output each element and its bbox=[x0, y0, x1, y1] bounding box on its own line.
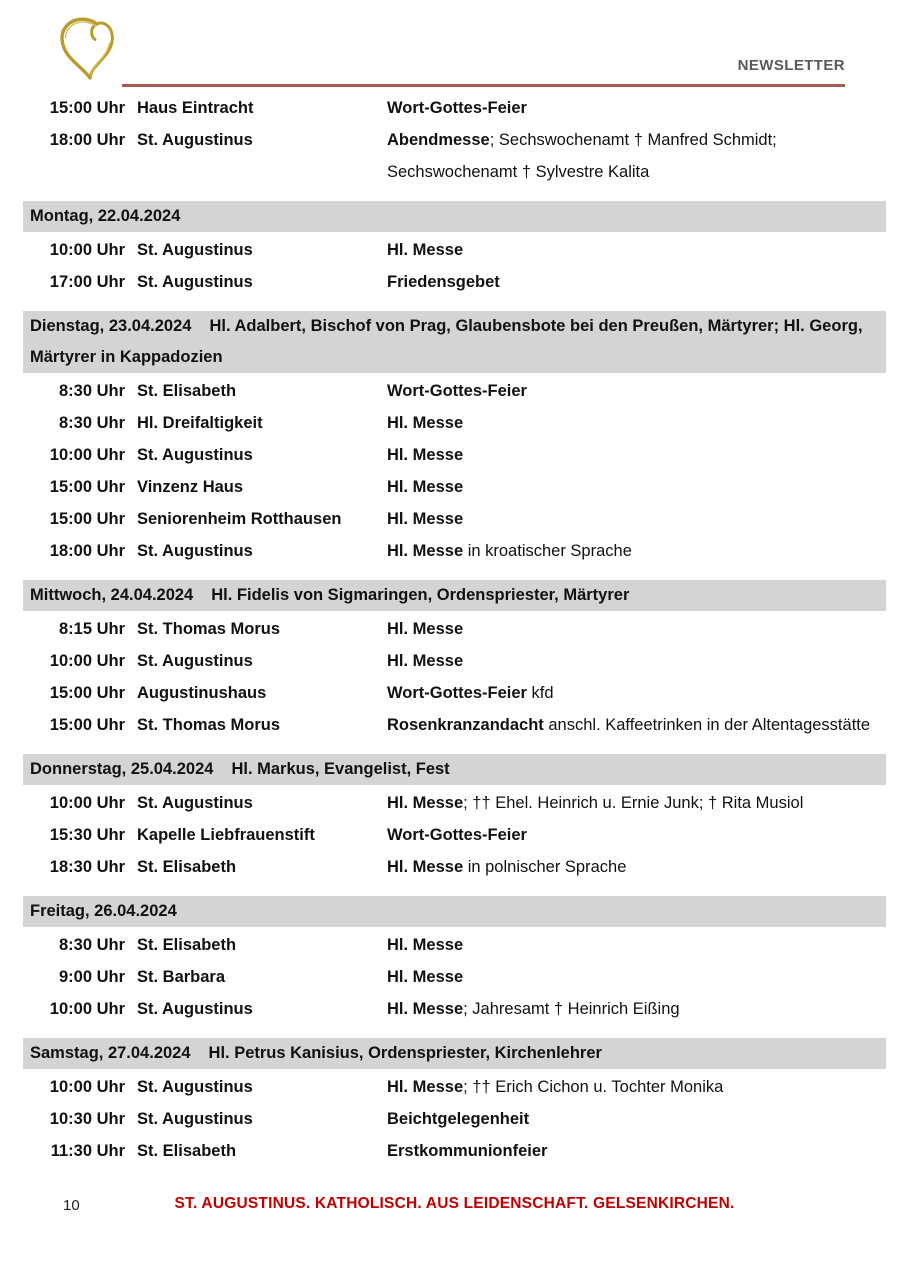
event-description bbox=[387, 819, 880, 851]
event-description bbox=[387, 503, 880, 535]
day-sections bbox=[23, 201, 886, 1167]
day-feast: Hl. Fidelis von Sigmaringen, Ordenspriester, Märtyrer bbox=[211, 586, 630, 604]
event-time: 15:00 Uhr bbox=[49, 716, 125, 734]
event-title: Wort-Gottes-Feier bbox=[387, 826, 527, 844]
event-description bbox=[387, 645, 880, 677]
schedule-row bbox=[23, 613, 886, 645]
event-description bbox=[387, 1135, 880, 1167]
schedule-row bbox=[23, 234, 886, 266]
day-feast: Hl. Adalbert, Bischof von Prag, Glaubensbote bei den Preußen, Märtyrer; Hl. Georg, Märtyrer in Kappadozien bbox=[30, 317, 863, 366]
event-description bbox=[387, 993, 880, 1025]
schedule-row bbox=[23, 787, 886, 819]
event-time: 15:00 Uhr bbox=[49, 478, 125, 496]
schedule-row bbox=[23, 1103, 886, 1135]
event-location: St. Augustinus bbox=[137, 273, 253, 291]
day-section bbox=[23, 896, 886, 1025]
event-location: St. Elisabeth bbox=[137, 1142, 237, 1160]
event-title: Hl. Messe bbox=[387, 414, 464, 432]
event-description bbox=[387, 787, 880, 819]
event-description bbox=[387, 929, 880, 961]
day-date: Freitag, 26.04.2024 bbox=[30, 902, 177, 920]
day-section bbox=[23, 201, 886, 298]
event-time: 11:30 Uhr bbox=[50, 1142, 125, 1160]
event-time: 17:00 Uhr bbox=[49, 273, 125, 291]
day-header bbox=[23, 311, 886, 373]
event-title: Hl. Messe bbox=[387, 510, 464, 528]
schedule-row bbox=[23, 677, 886, 709]
leading-entries bbox=[23, 92, 886, 188]
event-title: Hl. Messe bbox=[387, 968, 464, 986]
event-title: Hl. Messe bbox=[387, 1078, 464, 1096]
event-description bbox=[387, 613, 880, 645]
event-title: Hl. Messe bbox=[387, 241, 464, 259]
event-description bbox=[387, 1103, 880, 1135]
header-accent-rule bbox=[122, 84, 845, 87]
event-time: 15:30 Uhr bbox=[49, 826, 125, 844]
event-details: ; Jahresamt † Heinrich Eißing bbox=[463, 1000, 680, 1018]
schedule-row bbox=[23, 819, 886, 851]
event-description bbox=[387, 92, 880, 124]
event-location: St. Thomas Morus bbox=[137, 716, 281, 734]
event-time: 8:30 Uhr bbox=[58, 936, 125, 954]
event-location: St. Augustinus bbox=[137, 542, 253, 560]
day-feast: Hl. Petrus Kanisius, Ordenspriester, Kirchenlehrer bbox=[208, 1044, 602, 1062]
event-title: Rosenkranzandacht bbox=[387, 716, 544, 734]
event-title: Hl. Messe bbox=[387, 446, 464, 464]
footer-slogan: ST. AUGUSTINUS. KATHOLISCH. AUS LEIDENSCHAFT. GELSENKIRCHEN. bbox=[174, 1195, 735, 1212]
event-location: Augustinushaus bbox=[137, 684, 267, 702]
event-time: 9:00 Uhr bbox=[58, 968, 125, 986]
day-date: Montag, 22.04.2024 bbox=[30, 207, 181, 225]
day-header bbox=[23, 1038, 886, 1069]
event-description bbox=[387, 851, 880, 883]
event-description bbox=[387, 677, 880, 709]
day-date: Dienstag, 23.04.2024 bbox=[30, 317, 192, 335]
event-description bbox=[387, 124, 880, 188]
event-title: Hl. Messe bbox=[387, 478, 464, 496]
day-header bbox=[23, 896, 886, 927]
event-description bbox=[387, 266, 880, 298]
schedule-row bbox=[23, 929, 886, 961]
event-description bbox=[387, 234, 880, 266]
event-details: in kroatischer Sprache bbox=[463, 542, 632, 560]
event-location: St. Augustinus bbox=[137, 241, 253, 259]
event-details: anschl. Kaffeetrinken in der Altentagesstätte bbox=[543, 716, 871, 734]
event-location: St. Barbara bbox=[137, 968, 226, 986]
event-title: Hl. Messe bbox=[387, 620, 464, 638]
event-time: 18:00 Uhr bbox=[49, 542, 125, 560]
event-time: 15:00 Uhr bbox=[49, 684, 125, 702]
mass-schedule bbox=[23, 92, 886, 1167]
event-title: Abendmesse bbox=[387, 131, 490, 149]
schedule-row bbox=[23, 1135, 886, 1167]
event-description bbox=[387, 471, 880, 503]
event-time: 15:00 Uhr bbox=[49, 99, 125, 117]
event-time: 18:00 Uhr bbox=[49, 131, 125, 149]
event-time: 10:00 Uhr bbox=[49, 1078, 125, 1096]
event-location: St. Augustinus bbox=[137, 1000, 253, 1018]
event-title: Hl. Messe bbox=[387, 794, 464, 812]
event-title: Beichtgelegenheit bbox=[387, 1110, 530, 1128]
schedule-row bbox=[23, 266, 886, 298]
event-description bbox=[387, 709, 880, 741]
event-location: St. Elisabeth bbox=[137, 858, 237, 876]
event-details: kfd bbox=[526, 684, 554, 702]
schedule-row bbox=[23, 709, 886, 741]
day-header bbox=[23, 754, 886, 785]
schedule-row bbox=[23, 124, 886, 188]
event-title: Erstkommunionfeier bbox=[387, 1142, 548, 1160]
event-time: 15:00 Uhr bbox=[49, 510, 125, 528]
event-time: 10:00 Uhr bbox=[49, 241, 125, 259]
schedule-row bbox=[23, 503, 886, 535]
page-header bbox=[0, 0, 909, 92]
event-location: Seniorenheim Rotthausen bbox=[137, 510, 342, 528]
schedule-row bbox=[23, 993, 886, 1025]
event-description bbox=[387, 961, 880, 993]
day-date: Samstag, 27.04.2024 bbox=[30, 1044, 191, 1062]
event-location: St. Augustinus bbox=[137, 1110, 253, 1128]
event-description bbox=[387, 375, 880, 407]
event-title: Hl. Messe bbox=[387, 542, 464, 560]
schedule-row bbox=[23, 439, 886, 471]
day-section bbox=[23, 754, 886, 883]
schedule-row bbox=[23, 645, 886, 677]
schedule-row bbox=[23, 1071, 886, 1103]
event-description bbox=[387, 1071, 880, 1103]
event-description bbox=[387, 407, 880, 439]
event-time: 10:30 Uhr bbox=[49, 1110, 125, 1128]
gold-heart-logo-icon bbox=[52, 14, 126, 84]
day-section bbox=[23, 580, 886, 741]
event-title: Friedensgebet bbox=[387, 273, 500, 291]
schedule-row bbox=[23, 961, 886, 993]
event-description bbox=[387, 535, 880, 567]
event-title: Wort-Gottes-Feier bbox=[387, 382, 527, 400]
page-footer bbox=[0, 1195, 909, 1219]
event-time: 10:00 Uhr bbox=[49, 446, 125, 464]
day-header bbox=[23, 580, 886, 611]
event-time: 8:30 Uhr bbox=[58, 414, 125, 432]
event-title: Hl. Messe bbox=[387, 1000, 464, 1018]
event-location: Kapelle Liebfrauenstift bbox=[137, 826, 315, 844]
event-title: Hl. Messe bbox=[387, 858, 464, 876]
event-location: St. Augustinus bbox=[137, 131, 253, 149]
event-location: St. Thomas Morus bbox=[137, 620, 281, 638]
event-title: Hl. Messe bbox=[387, 936, 464, 954]
event-description bbox=[387, 439, 880, 471]
schedule-row bbox=[23, 407, 886, 439]
schedule-row bbox=[23, 92, 886, 124]
event-location: St. Elisabeth bbox=[137, 382, 237, 400]
day-section bbox=[23, 311, 886, 567]
day-section bbox=[23, 1038, 886, 1167]
event-details: ; Sechswochenamt † Manfred Schmidt; Sechswochenamt † Sylvestre Kalita bbox=[387, 131, 777, 181]
day-date: Mittwoch, 24.04.2024 bbox=[30, 586, 194, 604]
event-location: St. Augustinus bbox=[137, 446, 253, 464]
event-location: St. Elisabeth bbox=[137, 936, 237, 954]
event-time: 10:00 Uhr bbox=[49, 794, 125, 812]
event-location: St. Augustinus bbox=[137, 652, 253, 670]
event-location: Haus Eintracht bbox=[137, 99, 254, 117]
event-location: St. Augustinus bbox=[137, 794, 253, 812]
event-details: in polnischer Sprache bbox=[463, 858, 627, 876]
event-details: ; †† Ehel. Heinrich u. Ernie Junk; † Rita Musiol bbox=[463, 794, 804, 812]
event-title: Wort-Gottes-Feier bbox=[387, 99, 527, 117]
schedule-row bbox=[23, 471, 886, 503]
schedule-row bbox=[23, 375, 886, 407]
event-time: 8:30 Uhr bbox=[58, 382, 125, 400]
event-location: Hl. Dreifaltigkeit bbox=[137, 414, 263, 432]
event-time: 10:00 Uhr bbox=[49, 1000, 125, 1018]
event-title: Wort-Gottes-Feier bbox=[387, 684, 527, 702]
day-feast: Hl. Markus, Evangelist, Fest bbox=[231, 760, 450, 778]
schedule-row bbox=[23, 535, 886, 567]
page-number: 10 bbox=[63, 1197, 80, 1214]
day-date: Donnerstag, 25.04.2024 bbox=[30, 760, 214, 778]
event-time: 18:30 Uhr bbox=[49, 858, 125, 876]
event-location: St. Augustinus bbox=[137, 1078, 253, 1096]
event-location: Vinzenz Haus bbox=[137, 478, 244, 496]
day-header bbox=[23, 201, 886, 232]
event-time: 8:15 Uhr bbox=[58, 620, 125, 638]
event-details: ; †† Erich Cichon u. Tochter Monika bbox=[463, 1078, 724, 1096]
event-time: 10:00 Uhr bbox=[49, 652, 125, 670]
newsletter-label: NEWSLETTER bbox=[737, 57, 845, 74]
schedule-row bbox=[23, 851, 886, 883]
event-title: Hl. Messe bbox=[387, 652, 464, 670]
